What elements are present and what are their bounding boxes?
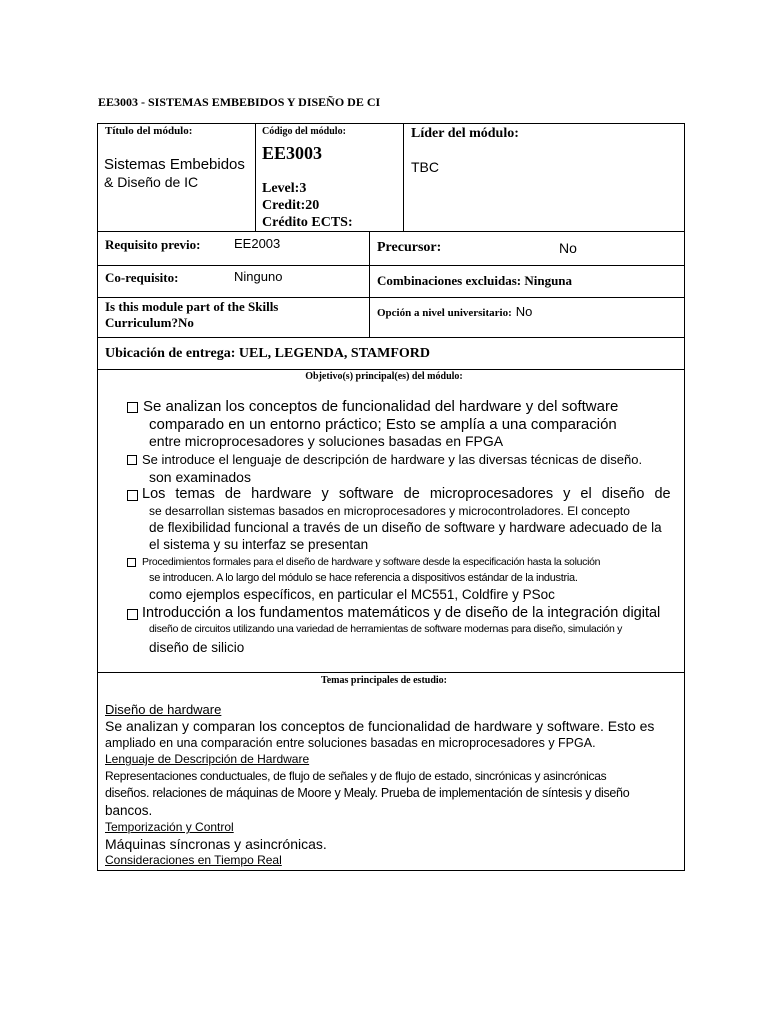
requisito-label: Requisito previo: bbox=[105, 237, 201, 252]
titulo-value-line2: & Diseño de IC bbox=[104, 174, 199, 190]
tema-text-line: Se analizan y comparan los conceptos de funcionalidad de hardware y software. Esto es bbox=[105, 718, 655, 734]
opcion-label: Opción a nivel universitario: bbox=[377, 307, 512, 319]
objetivo-line: diseño de silicio bbox=[149, 640, 245, 655]
objetivo-line: Introducción a los fundamentos matemáticos y de diseño de la integración digital bbox=[142, 605, 661, 621]
objetivos-heading: Objetivo(s) principal(es) del módulo: bbox=[305, 371, 463, 382]
skills-question-line1: Is this module part of the Skills bbox=[105, 299, 279, 314]
codigo-value: EE3003 bbox=[262, 143, 323, 163]
objetivo-line: el sistema y su interfaz se presentan bbox=[149, 537, 369, 552]
document-title: EE3003 - SISTEMAS EMBEBIDOS Y DISEÑO DE CI bbox=[98, 95, 381, 109]
objetivo-line: entre microprocesadores y soluciones basadas en FPGA bbox=[149, 433, 504, 449]
objetivo-line: se introducen. A lo largo del módulo se hace referencia a dispositivos estándar de la industria. bbox=[149, 572, 578, 584]
corequisito-value: Ninguno bbox=[234, 269, 283, 284]
opcion-value: No bbox=[515, 304, 533, 319]
objetivo-line: diseño de circuitos utilizando una variedad de herramientas de software modernas para diseño, simulación y bbox=[149, 623, 623, 635]
bullet-box-icon bbox=[127, 490, 138, 501]
objetivo-line: Se introduce el lenguaje de descripción de hardware y las diversas técnicas de diseño. bbox=[142, 452, 643, 467]
objetivo-line: Procedimientos formales para el diseño de hardware y software desde la especificación hasta la solución bbox=[142, 556, 601, 568]
tema-heading-lenguaje: Lenguaje de Descripción de Hardware bbox=[105, 752, 310, 766]
objetivo-line: Se analizan los conceptos de funcionalidad del hardware y del software bbox=[143, 398, 619, 415]
bullet-box-icon bbox=[127, 455, 137, 465]
bullet-box-icon bbox=[127, 402, 138, 413]
titulo-value-line1: Sistemas Embebidos bbox=[104, 156, 245, 173]
objetivo-line: comparado en un entorno práctico; Esto se amplía a una comparación bbox=[149, 416, 617, 433]
precursor-value: No bbox=[559, 240, 577, 256]
level-value: Level:3 bbox=[262, 181, 307, 196]
corequisito-label: Co-requisito: bbox=[105, 270, 179, 285]
objetivo-line: Los temas de hardware y software de microprocesadores y el diseño de bbox=[142, 486, 671, 502]
ubicacion-entrega: Ubicación de entrega: UEL, LEGENDA, STAMFORD bbox=[105, 346, 430, 361]
credit-value: Credit:20 bbox=[262, 198, 320, 213]
temas-heading: Temas principales de estudio: bbox=[320, 675, 448, 686]
combinaciones-excluidas: Combinaciones excluidas: Ninguna bbox=[377, 273, 573, 288]
tema-text-line: ampliado en una comparación entre soluciones basadas en microprocesadores y FPGA. bbox=[105, 736, 596, 750]
requisito-value: EE2003 bbox=[234, 236, 281, 251]
tema-heading-temporizacion: Temporización y Control bbox=[105, 820, 234, 834]
skills-question-line2: Curriculum?No bbox=[105, 315, 194, 330]
tema-heading-tiempo-real: Consideraciones en Tiempo Real bbox=[105, 853, 282, 867]
objetivo-line: se desarrollan sistemas basados en microprocesadores y microcontroladores. El concepto bbox=[149, 504, 630, 518]
tema-text-line: bancos. bbox=[105, 803, 153, 818]
tema-text-line: Máquinas síncronas y asincrónicas. bbox=[105, 836, 327, 852]
opcion-universitaria bbox=[377, 303, 532, 321]
bullet-box-icon bbox=[127, 558, 136, 567]
tema-text-line: Representaciones conductuales, de flujo de señales y de flujo de estado, sincrónicas y asincrónicas bbox=[105, 769, 607, 783]
lider-label: Líder del módulo: bbox=[411, 126, 519, 141]
objetivo-line: como ejemplos específicos, en particular el MC551, Coldfire y PSoc bbox=[149, 587, 555, 602]
titulo-label: Título del módulo: bbox=[105, 125, 193, 137]
lider-value: TBC bbox=[411, 159, 439, 175]
ects-label: Crédito ECTS: bbox=[262, 215, 353, 230]
objetivo-line: de flexibilidad funcional a través de un diseño de software y hardware adecuado de la bbox=[149, 520, 662, 535]
tema-heading-diseno-hardware: Diseño de hardware bbox=[105, 702, 222, 717]
codigo-label: Código del módulo: bbox=[262, 126, 346, 137]
objetivo-line: son examinados bbox=[149, 469, 251, 485]
bullet-box-icon bbox=[127, 609, 138, 620]
tema-text-line: diseños. relaciones de máquinas de Moore y Mealy. Prueba de implementación de síntesis y diseño bbox=[105, 786, 630, 800]
precursor-label: Precursor: bbox=[377, 240, 442, 255]
